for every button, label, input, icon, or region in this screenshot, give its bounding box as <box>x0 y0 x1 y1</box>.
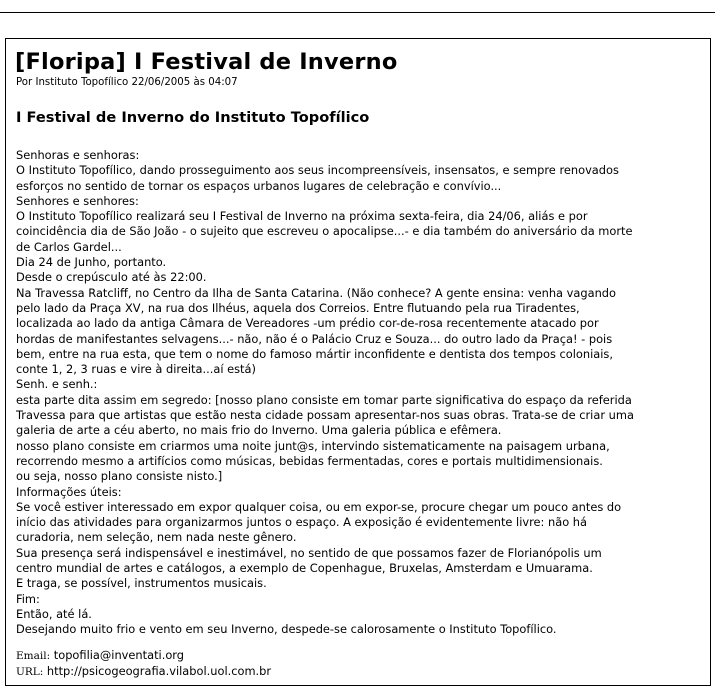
body-line: início das atividades para organizarmos juntos o espaço. A exposição é evidentemente livre: não há <box>16 515 588 530</box>
email-row <box>16 648 271 664</box>
body-line: O Instituto Topofílico realizará seu I Festival de Inverno na próxima sexta-feira, dia 24/06, aliás e por <box>16 209 588 224</box>
body-line: Então, até lá. <box>16 606 92 621</box>
body-line: Senhoras e senhoras: <box>16 148 140 162</box>
body-line: ou seja, nosso plano consiste nisto.] <box>16 469 223 484</box>
article-body <box>16 148 710 638</box>
url-label: URL: <box>16 666 44 679</box>
body-line: recorrendo mesmo a artifícios como músicas, bebidas fermentadas, cores e portais multidimensionais. <box>16 453 603 468</box>
body-line: bem, entre na rua esta, que tem o nome do famoso mártir inconfidente e dentista dos tempos coloniais, <box>16 346 613 361</box>
article-subtitle: I Festival de Inverno do Instituto Topofílico <box>16 109 370 126</box>
body-line: Senh. e senh.: <box>16 377 98 392</box>
body-line: esforços no sentido de tornar os espaços urbanos lugares de celebração e convívio... <box>16 178 502 193</box>
body-line: coincidência dia de São João - o sujeito que escreveu o apocalipse...- e dia também do aniversário da morte <box>16 224 633 239</box>
body-line: curadoria, nem seleção, nem nada neste gênero. <box>16 530 297 545</box>
email-link[interactable]: topofilia@inventati.org <box>53 648 185 662</box>
body-line: O Instituto Topofílico, dando prosseguimento aos seus incompreensíveis, insensatos, e sempre renovados <box>16 163 619 178</box>
body-line: Se você estiver interessado em expor qualquer coisa, ou em expor-se, procure chegar um pouco antes do <box>16 499 622 514</box>
contact-info <box>16 648 271 681</box>
body-line: pelo lado da Praça XV, na rua dos Ilhéus, aquela dos Correios. Entre flutuando pela rua Tiradentes, <box>16 300 580 315</box>
body-line: Fim: <box>16 591 40 606</box>
body-line: Sua presença será indispensável e inestimável, no sentido de que possamos fazer de Florianópolis um <box>16 545 602 560</box>
body-line: Na Travessa Ratcliff, no Centro da Ilha de Santa Catarina. (Não conhece? A gente ensina: venha vagando <box>16 285 616 300</box>
body-line: Travessa para que artistas que estão nesta cidade possam apresentar-nos suas obras. Trata-se de criar uma <box>16 408 634 423</box>
body-line: conte 1, 2, 3 ruas e vire à direita...aí está) <box>16 362 256 377</box>
body-line: E traga, se possível, instrumentos musicais. <box>16 576 267 591</box>
body-line: nosso plano consiste em criarmos uma noite junt@s, intervindo sistematicamente na paisagem urbana, <box>16 438 610 453</box>
url-link[interactable]: http://psicogeografia.vilabol.uol.com.br <box>46 664 272 679</box>
body-line: Desejando muito frio e vento em seu Inverno, despede-se calorosamente o Instituto Topofílico. <box>16 622 557 637</box>
body-line: Informações úteis: <box>16 484 122 499</box>
body-line: localizada ao lado da antiga Câmara de Vereadores -um prédio cor-de-rosa recentemente atacado por <box>16 316 599 331</box>
body-line: centro mundial de artes e catálogos, a exemplo de Copenhague, Bruxelas, Amsterdam e Umuarama. <box>16 561 593 576</box>
body-line: hordas de manifestantes selvagens...- não, não é o Palácio Cruz e Souza... do outro lado da Praça! - pois <box>16 331 613 346</box>
email-label: Email: <box>16 650 51 662</box>
article-title: [Floripa] I Festival de Inverno <box>15 49 398 75</box>
body-line: galeria de arte a céu aberto, no mais frio do Inverno. Uma galeria pública e efêmera. <box>16 423 502 438</box>
article-byline: Por Instituto Topofílico 22/06/2005 às 04:07 <box>16 77 238 88</box>
body-line: Dia 24 de Junho, portanto. <box>16 255 167 270</box>
body-line: Desde o crepúsculo até às 22:00. <box>16 270 207 285</box>
top-divider <box>0 12 715 13</box>
url-row <box>16 664 271 680</box>
body-line: esta parte dita assim em segredo: [nosso plano consiste em tomar parte significativa do espaço da referida <box>16 392 632 407</box>
body-line: Senhores e senhores: <box>16 193 139 208</box>
body-line: de Carlos Gardel... <box>16 239 122 254</box>
